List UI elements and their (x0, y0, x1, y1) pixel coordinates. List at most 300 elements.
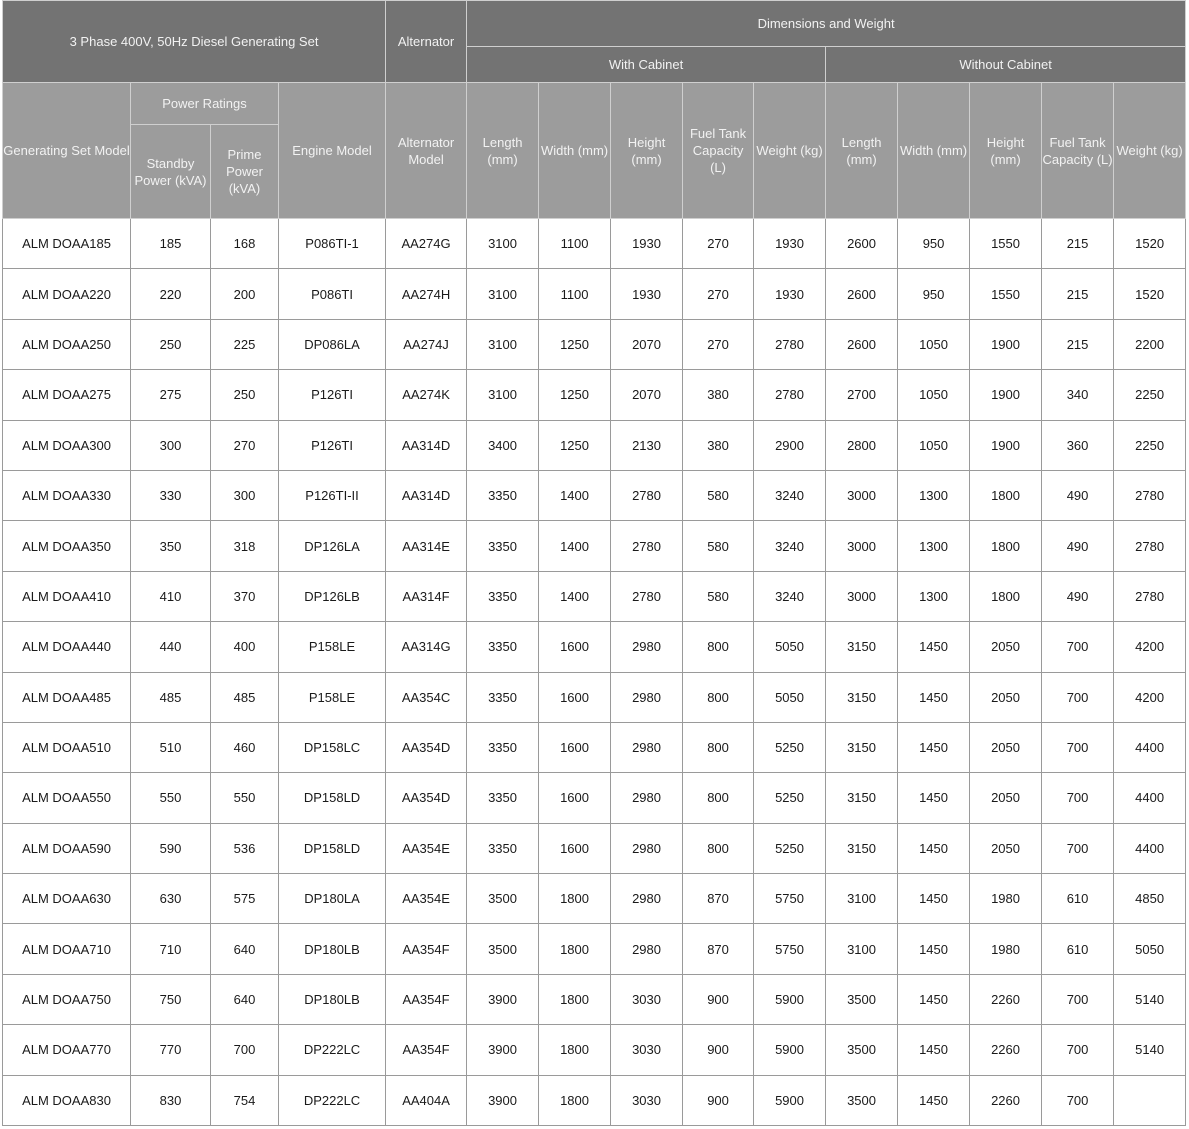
with-length-cell: 3350 (467, 773, 539, 823)
standby-power-cell: 710 (131, 924, 211, 974)
without-length-cell: 3500 (826, 1075, 898, 1125)
without-height-cell: 1980 (970, 924, 1042, 974)
with-fuel-cell: 380 (683, 370, 754, 420)
without-weight-cell: 4400 (1114, 773, 1186, 823)
standby-power-cell: 300 (131, 420, 211, 470)
prime-power-cell: 200 (211, 269, 279, 319)
without-width-cell: 950 (898, 219, 970, 269)
with-height-cell: 2980 (611, 622, 683, 672)
with-weight-cell: 5900 (754, 1025, 826, 1075)
alternator-group-header: Alternator (386, 1, 467, 83)
prime-power-cell: 460 (211, 722, 279, 772)
with-weight-cell: 3240 (754, 521, 826, 571)
without-width-cell: 1450 (898, 773, 970, 823)
without-cabinet-header: Without Cabinet (826, 47, 1186, 83)
without-weight-cell: 2250 (1114, 370, 1186, 420)
table-row (3, 722, 1186, 772)
with-weight-header: Weight (kg) (754, 83, 826, 219)
without-height-cell: 2050 (970, 722, 1042, 772)
standby-power-cell: 630 (131, 874, 211, 924)
without-weight-cell: 2780 (1114, 571, 1186, 621)
without-fuel-cell: 700 (1042, 974, 1114, 1024)
engine-model-cell: DP180LA (279, 874, 386, 924)
with-length-cell: 3100 (467, 269, 539, 319)
without-fuel-cell: 700 (1042, 1025, 1114, 1075)
table-row (3, 370, 1186, 420)
standby-power-cell: 830 (131, 1075, 211, 1125)
prime-power-cell: 400 (211, 622, 279, 672)
with-fuel-cell: 800 (683, 773, 754, 823)
with-length-cell: 3900 (467, 974, 539, 1024)
with-length-cell: 3350 (467, 722, 539, 772)
standby-power-cell: 550 (131, 773, 211, 823)
alternator-model-cell: AA274J (386, 319, 467, 369)
without-weight-header: Weight (kg) (1114, 83, 1186, 219)
without-height-cell: 2050 (970, 773, 1042, 823)
without-fuel-cell: 610 (1042, 874, 1114, 924)
table-body (3, 219, 1186, 1126)
table-row (3, 420, 1186, 470)
with-length-cell: 3350 (467, 521, 539, 571)
without-length-cell: 3100 (826, 874, 898, 924)
model-cell: ALM DOAA550 (3, 773, 131, 823)
without-length-cell: 3100 (826, 924, 898, 974)
without-height-cell: 2260 (970, 1075, 1042, 1125)
table-row (3, 319, 1186, 369)
without-fuel-header: Fuel Tank Capacity (L) (1042, 83, 1114, 219)
table-row (3, 571, 1186, 621)
prime-power-cell: 485 (211, 672, 279, 722)
with-height-cell: 2780 (611, 521, 683, 571)
with-weight-cell: 2780 (754, 319, 826, 369)
model-cell: ALM DOAA250 (3, 319, 131, 369)
with-height-cell: 2980 (611, 924, 683, 974)
with-weight-cell: 5900 (754, 1075, 826, 1125)
without-width-cell: 1450 (898, 823, 970, 873)
engine-model-cell: DP180LB (279, 974, 386, 1024)
standby-power-cell: 750 (131, 974, 211, 1024)
model-cell: ALM DOAA770 (3, 1025, 131, 1075)
standby-power-cell: 510 (131, 722, 211, 772)
with-width-cell: 1600 (539, 773, 611, 823)
alternator-model-cell: AA274G (386, 219, 467, 269)
without-height-header: Height (mm) (970, 83, 1042, 219)
with-width-cell: 1600 (539, 672, 611, 722)
with-width-header: Width (mm) (539, 83, 611, 219)
with-height-header: Height (mm) (611, 83, 683, 219)
without-weight-cell: 4200 (1114, 672, 1186, 722)
table-row (3, 269, 1186, 319)
model-cell: ALM DOAA440 (3, 622, 131, 672)
with-length-cell: 3100 (467, 370, 539, 420)
engine-model-cell: P158LE (279, 672, 386, 722)
with-weight-cell: 5050 (754, 622, 826, 672)
without-length-cell: 2600 (826, 219, 898, 269)
with-length-cell: 3350 (467, 571, 539, 621)
without-height-cell: 1900 (970, 420, 1042, 470)
without-length-cell: 2600 (826, 319, 898, 369)
with-height-cell: 3030 (611, 1075, 683, 1125)
with-length-cell: 3100 (467, 319, 539, 369)
without-length-cell: 3500 (826, 1025, 898, 1075)
with-width-cell: 1800 (539, 924, 611, 974)
prime-power-cell: 168 (211, 219, 279, 269)
alternator-model-cell: AA354C (386, 672, 467, 722)
without-width-cell: 1450 (898, 874, 970, 924)
with-length-cell: 3350 (467, 672, 539, 722)
without-height-cell: 1800 (970, 470, 1042, 520)
without-weight-cell: 2780 (1114, 521, 1186, 571)
genset-title-header: 3 Phase 400V, 50Hz Diesel Generating Set (3, 1, 386, 83)
standby-power-cell: 185 (131, 219, 211, 269)
standby-power-cell: 330 (131, 470, 211, 520)
engine-model-cell: P126TI (279, 370, 386, 420)
with-fuel-cell: 800 (683, 823, 754, 873)
without-weight-cell: 2250 (1114, 420, 1186, 470)
alternator-model-cell: AA314F (386, 571, 467, 621)
without-weight-cell: 1520 (1114, 269, 1186, 319)
without-height-cell: 1900 (970, 319, 1042, 369)
table-row (3, 521, 1186, 571)
table-row (3, 219, 1186, 269)
standby-power-cell: 410 (131, 571, 211, 621)
alternator-model-cell: AA354F (386, 974, 467, 1024)
with-fuel-cell: 270 (683, 319, 754, 369)
model-cell: ALM DOAA830 (3, 1075, 131, 1125)
prime-power-cell: 700 (211, 1025, 279, 1075)
genset-spec-table (2, 0, 1186, 1126)
with-fuel-cell: 270 (683, 269, 754, 319)
table-row (3, 924, 1186, 974)
with-length-cell: 3900 (467, 1075, 539, 1125)
model-cell: ALM DOAA330 (3, 470, 131, 520)
without-weight-cell: 4400 (1114, 823, 1186, 873)
without-fuel-cell: 490 (1042, 571, 1114, 621)
without-length-cell: 2800 (826, 420, 898, 470)
with-height-cell: 3030 (611, 1025, 683, 1075)
with-height-cell: 1930 (611, 219, 683, 269)
model-cell: ALM DOAA590 (3, 823, 131, 873)
without-weight-cell: 2780 (1114, 470, 1186, 520)
model-cell: ALM DOAA750 (3, 974, 131, 1024)
power-ratings-header: Power Ratings (131, 83, 279, 125)
without-fuel-cell: 700 (1042, 773, 1114, 823)
with-height-cell: 2980 (611, 672, 683, 722)
alternator-model-cell: AA314G (386, 622, 467, 672)
with-fuel-cell: 800 (683, 672, 754, 722)
engine-model-cell: P126TI-II (279, 470, 386, 520)
without-fuel-cell: 700 (1042, 722, 1114, 772)
prime-power-cell: 370 (211, 571, 279, 621)
model-cell: ALM DOAA485 (3, 672, 131, 722)
with-height-cell: 2780 (611, 571, 683, 621)
without-length-cell: 3150 (826, 823, 898, 873)
table-row (3, 470, 1186, 520)
with-length-cell: 3400 (467, 420, 539, 470)
without-width-cell: 1300 (898, 571, 970, 621)
with-weight-cell: 3240 (754, 470, 826, 520)
without-height-cell: 1550 (970, 269, 1042, 319)
without-weight-cell: 5140 (1114, 974, 1186, 1024)
model-cell: ALM DOAA410 (3, 571, 131, 621)
without-width-cell: 1050 (898, 420, 970, 470)
without-height-cell: 1800 (970, 571, 1042, 621)
with-weight-cell: 5750 (754, 874, 826, 924)
standby-power-header: Standby Power (kVA) (131, 125, 211, 219)
standby-power-cell: 350 (131, 521, 211, 571)
engine-model-cell: P158LE (279, 622, 386, 672)
without-fuel-cell: 700 (1042, 1075, 1114, 1125)
prime-power-cell: 270 (211, 420, 279, 470)
with-width-cell: 1800 (539, 1075, 611, 1125)
alternator-model-cell: AA314E (386, 521, 467, 571)
table-row (3, 1025, 1186, 1075)
without-fuel-cell: 700 (1042, 672, 1114, 722)
without-width-cell: 1050 (898, 319, 970, 369)
alternator-model-cell: AA354E (386, 823, 467, 873)
dimensions-weight-header: Dimensions and Weight (467, 1, 1186, 47)
without-fuel-cell: 215 (1042, 319, 1114, 369)
with-weight-cell: 1930 (754, 269, 826, 319)
alternator-model-cell: AA354F (386, 924, 467, 974)
without-length-cell: 3150 (826, 672, 898, 722)
standby-power-cell: 770 (131, 1025, 211, 1075)
without-height-cell: 2260 (970, 1025, 1042, 1075)
prime-power-cell: 250 (211, 370, 279, 420)
engine-model-cell: DP222LC (279, 1025, 386, 1075)
without-height-cell: 2260 (970, 974, 1042, 1024)
with-length-cell: 3350 (467, 823, 539, 873)
without-height-cell: 2050 (970, 823, 1042, 873)
without-height-cell: 2050 (970, 672, 1042, 722)
standby-power-cell: 275 (131, 370, 211, 420)
table-row (3, 672, 1186, 722)
with-fuel-cell: 580 (683, 470, 754, 520)
engine-model-cell: P086TI (279, 269, 386, 319)
with-weight-cell: 5250 (754, 773, 826, 823)
alternator-model-cell: AA404A (386, 1075, 467, 1125)
without-width-cell: 1300 (898, 470, 970, 520)
without-length-cell: 3150 (826, 722, 898, 772)
with-fuel-cell: 800 (683, 722, 754, 772)
with-width-cell: 1100 (539, 269, 611, 319)
with-fuel-cell: 870 (683, 924, 754, 974)
standby-power-cell: 590 (131, 823, 211, 873)
standby-power-cell: 485 (131, 672, 211, 722)
with-width-cell: 1600 (539, 823, 611, 873)
with-height-cell: 2070 (611, 319, 683, 369)
alternator-model-cell: AA274K (386, 370, 467, 420)
with-height-cell: 1930 (611, 269, 683, 319)
with-length-cell: 3500 (467, 874, 539, 924)
alternator-model-cell: AA314D (386, 420, 467, 470)
table-row (3, 622, 1186, 672)
prime-power-cell: 754 (211, 1075, 279, 1125)
without-weight-cell (1114, 1075, 1186, 1125)
without-weight-cell: 4400 (1114, 722, 1186, 772)
without-width-cell: 1450 (898, 672, 970, 722)
without-fuel-cell: 700 (1042, 622, 1114, 672)
without-height-cell: 1900 (970, 370, 1042, 420)
with-height-cell: 2130 (611, 420, 683, 470)
with-weight-cell: 5750 (754, 924, 826, 974)
without-fuel-cell: 340 (1042, 370, 1114, 420)
with-weight-cell: 1930 (754, 219, 826, 269)
with-fuel-cell: 900 (683, 1025, 754, 1075)
standby-power-cell: 440 (131, 622, 211, 672)
engine-model-cell: DP158LD (279, 823, 386, 873)
model-cell: ALM DOAA630 (3, 874, 131, 924)
with-cabinet-header: With Cabinet (467, 47, 826, 83)
without-height-cell: 1800 (970, 521, 1042, 571)
engine-model-cell: DP126LA (279, 521, 386, 571)
without-fuel-cell: 360 (1042, 420, 1114, 470)
table-row (3, 974, 1186, 1024)
with-height-cell: 2980 (611, 874, 683, 924)
with-weight-cell: 2900 (754, 420, 826, 470)
alternator-model-cell: AA274H (386, 269, 467, 319)
alternator-model-column-header: Alternator Model (386, 83, 467, 219)
engine-model-cell: DP222LC (279, 1075, 386, 1125)
without-width-cell: 1450 (898, 722, 970, 772)
without-width-cell: 1450 (898, 1075, 970, 1125)
without-fuel-cell: 610 (1042, 924, 1114, 974)
with-height-cell: 2980 (611, 773, 683, 823)
alternator-model-cell: AA354D (386, 773, 467, 823)
prime-power-cell: 640 (211, 924, 279, 974)
table-row (3, 773, 1186, 823)
without-fuel-cell: 490 (1042, 470, 1114, 520)
model-cell: ALM DOAA275 (3, 370, 131, 420)
without-width-header: Width (mm) (898, 83, 970, 219)
without-weight-cell: 1520 (1114, 219, 1186, 269)
with-weight-cell: 5050 (754, 672, 826, 722)
without-fuel-cell: 700 (1042, 823, 1114, 873)
with-height-cell: 2980 (611, 823, 683, 873)
without-weight-cell: 2200 (1114, 319, 1186, 369)
without-weight-cell: 4850 (1114, 874, 1186, 924)
without-height-cell: 2050 (970, 622, 1042, 672)
with-weight-cell: 5900 (754, 974, 826, 1024)
with-width-cell: 1600 (539, 722, 611, 772)
without-length-cell: 3150 (826, 773, 898, 823)
engine-model-cell: DP126LB (279, 571, 386, 621)
without-height-cell: 1550 (970, 219, 1042, 269)
engine-model-cell: DP158LC (279, 722, 386, 772)
without-weight-cell: 5140 (1114, 1025, 1186, 1075)
prime-power-cell: 300 (211, 470, 279, 520)
without-length-cell: 3000 (826, 571, 898, 621)
with-fuel-cell: 270 (683, 219, 754, 269)
engine-model-column-header: Engine Model (279, 83, 386, 219)
table-row (3, 874, 1186, 924)
without-width-cell: 950 (898, 269, 970, 319)
model-cell: ALM DOAA300 (3, 420, 131, 470)
with-width-cell: 1600 (539, 622, 611, 672)
without-width-cell: 1450 (898, 622, 970, 672)
without-length-cell: 3000 (826, 521, 898, 571)
with-width-cell: 1250 (539, 319, 611, 369)
with-height-cell: 3030 (611, 974, 683, 1024)
with-fuel-cell: 580 (683, 521, 754, 571)
without-length-cell: 2700 (826, 370, 898, 420)
without-width-cell: 1050 (898, 370, 970, 420)
model-cell: ALM DOAA185 (3, 219, 131, 269)
without-width-cell: 1450 (898, 1025, 970, 1075)
with-weight-cell: 5250 (754, 823, 826, 873)
without-width-cell: 1450 (898, 974, 970, 1024)
model-cell: ALM DOAA220 (3, 269, 131, 319)
engine-model-cell: DP180LB (279, 924, 386, 974)
with-fuel-cell: 580 (683, 571, 754, 621)
with-width-cell: 1400 (539, 470, 611, 520)
model-column-header: Generating Set Model (3, 83, 131, 219)
with-length-header: Length (mm) (467, 83, 539, 219)
alternator-model-cell: AA354D (386, 722, 467, 772)
with-fuel-header: Fuel Tank Capacity (L) (683, 83, 754, 219)
with-width-cell: 1100 (539, 219, 611, 269)
without-width-cell: 1450 (898, 924, 970, 974)
with-fuel-cell: 800 (683, 622, 754, 672)
with-length-cell: 3100 (467, 219, 539, 269)
with-length-cell: 3350 (467, 470, 539, 520)
table-row (3, 823, 1186, 873)
with-fuel-cell: 380 (683, 420, 754, 470)
with-width-cell: 1250 (539, 370, 611, 420)
engine-model-cell: DP086LA (279, 319, 386, 369)
with-width-cell: 1400 (539, 521, 611, 571)
with-length-cell: 3350 (467, 622, 539, 672)
without-weight-cell: 5050 (1114, 924, 1186, 974)
without-weight-cell: 4200 (1114, 622, 1186, 672)
prime-power-cell: 318 (211, 521, 279, 571)
engine-model-cell: P086TI-1 (279, 219, 386, 269)
without-width-cell: 1300 (898, 521, 970, 571)
with-weight-cell: 3240 (754, 571, 826, 621)
with-height-cell: 2780 (611, 470, 683, 520)
model-cell: ALM DOAA350 (3, 521, 131, 571)
alternator-model-cell: AA314D (386, 470, 467, 520)
with-weight-cell: 5250 (754, 722, 826, 772)
with-length-cell: 3900 (467, 1025, 539, 1075)
without-fuel-cell: 490 (1042, 521, 1114, 571)
prime-power-header: Prime Power (kVA) (211, 125, 279, 219)
standby-power-cell: 220 (131, 269, 211, 319)
with-width-cell: 1800 (539, 874, 611, 924)
table-row (3, 1075, 1186, 1125)
alternator-model-cell: AA354F (386, 1025, 467, 1075)
with-fuel-cell: 870 (683, 874, 754, 924)
prime-power-cell: 575 (211, 874, 279, 924)
prime-power-cell: 640 (211, 974, 279, 1024)
with-width-cell: 1400 (539, 571, 611, 621)
prime-power-cell: 536 (211, 823, 279, 873)
with-fuel-cell: 900 (683, 974, 754, 1024)
engine-model-cell: P126TI (279, 420, 386, 470)
with-weight-cell: 2780 (754, 370, 826, 420)
standby-power-cell: 250 (131, 319, 211, 369)
prime-power-cell: 550 (211, 773, 279, 823)
without-length-cell: 3500 (826, 974, 898, 1024)
model-cell: ALM DOAA710 (3, 924, 131, 974)
with-width-cell: 1250 (539, 420, 611, 470)
model-cell: ALM DOAA510 (3, 722, 131, 772)
without-length-cell: 3000 (826, 470, 898, 520)
without-fuel-cell: 215 (1042, 269, 1114, 319)
with-length-cell: 3500 (467, 924, 539, 974)
prime-power-cell: 225 (211, 319, 279, 369)
without-length-cell: 3150 (826, 622, 898, 672)
